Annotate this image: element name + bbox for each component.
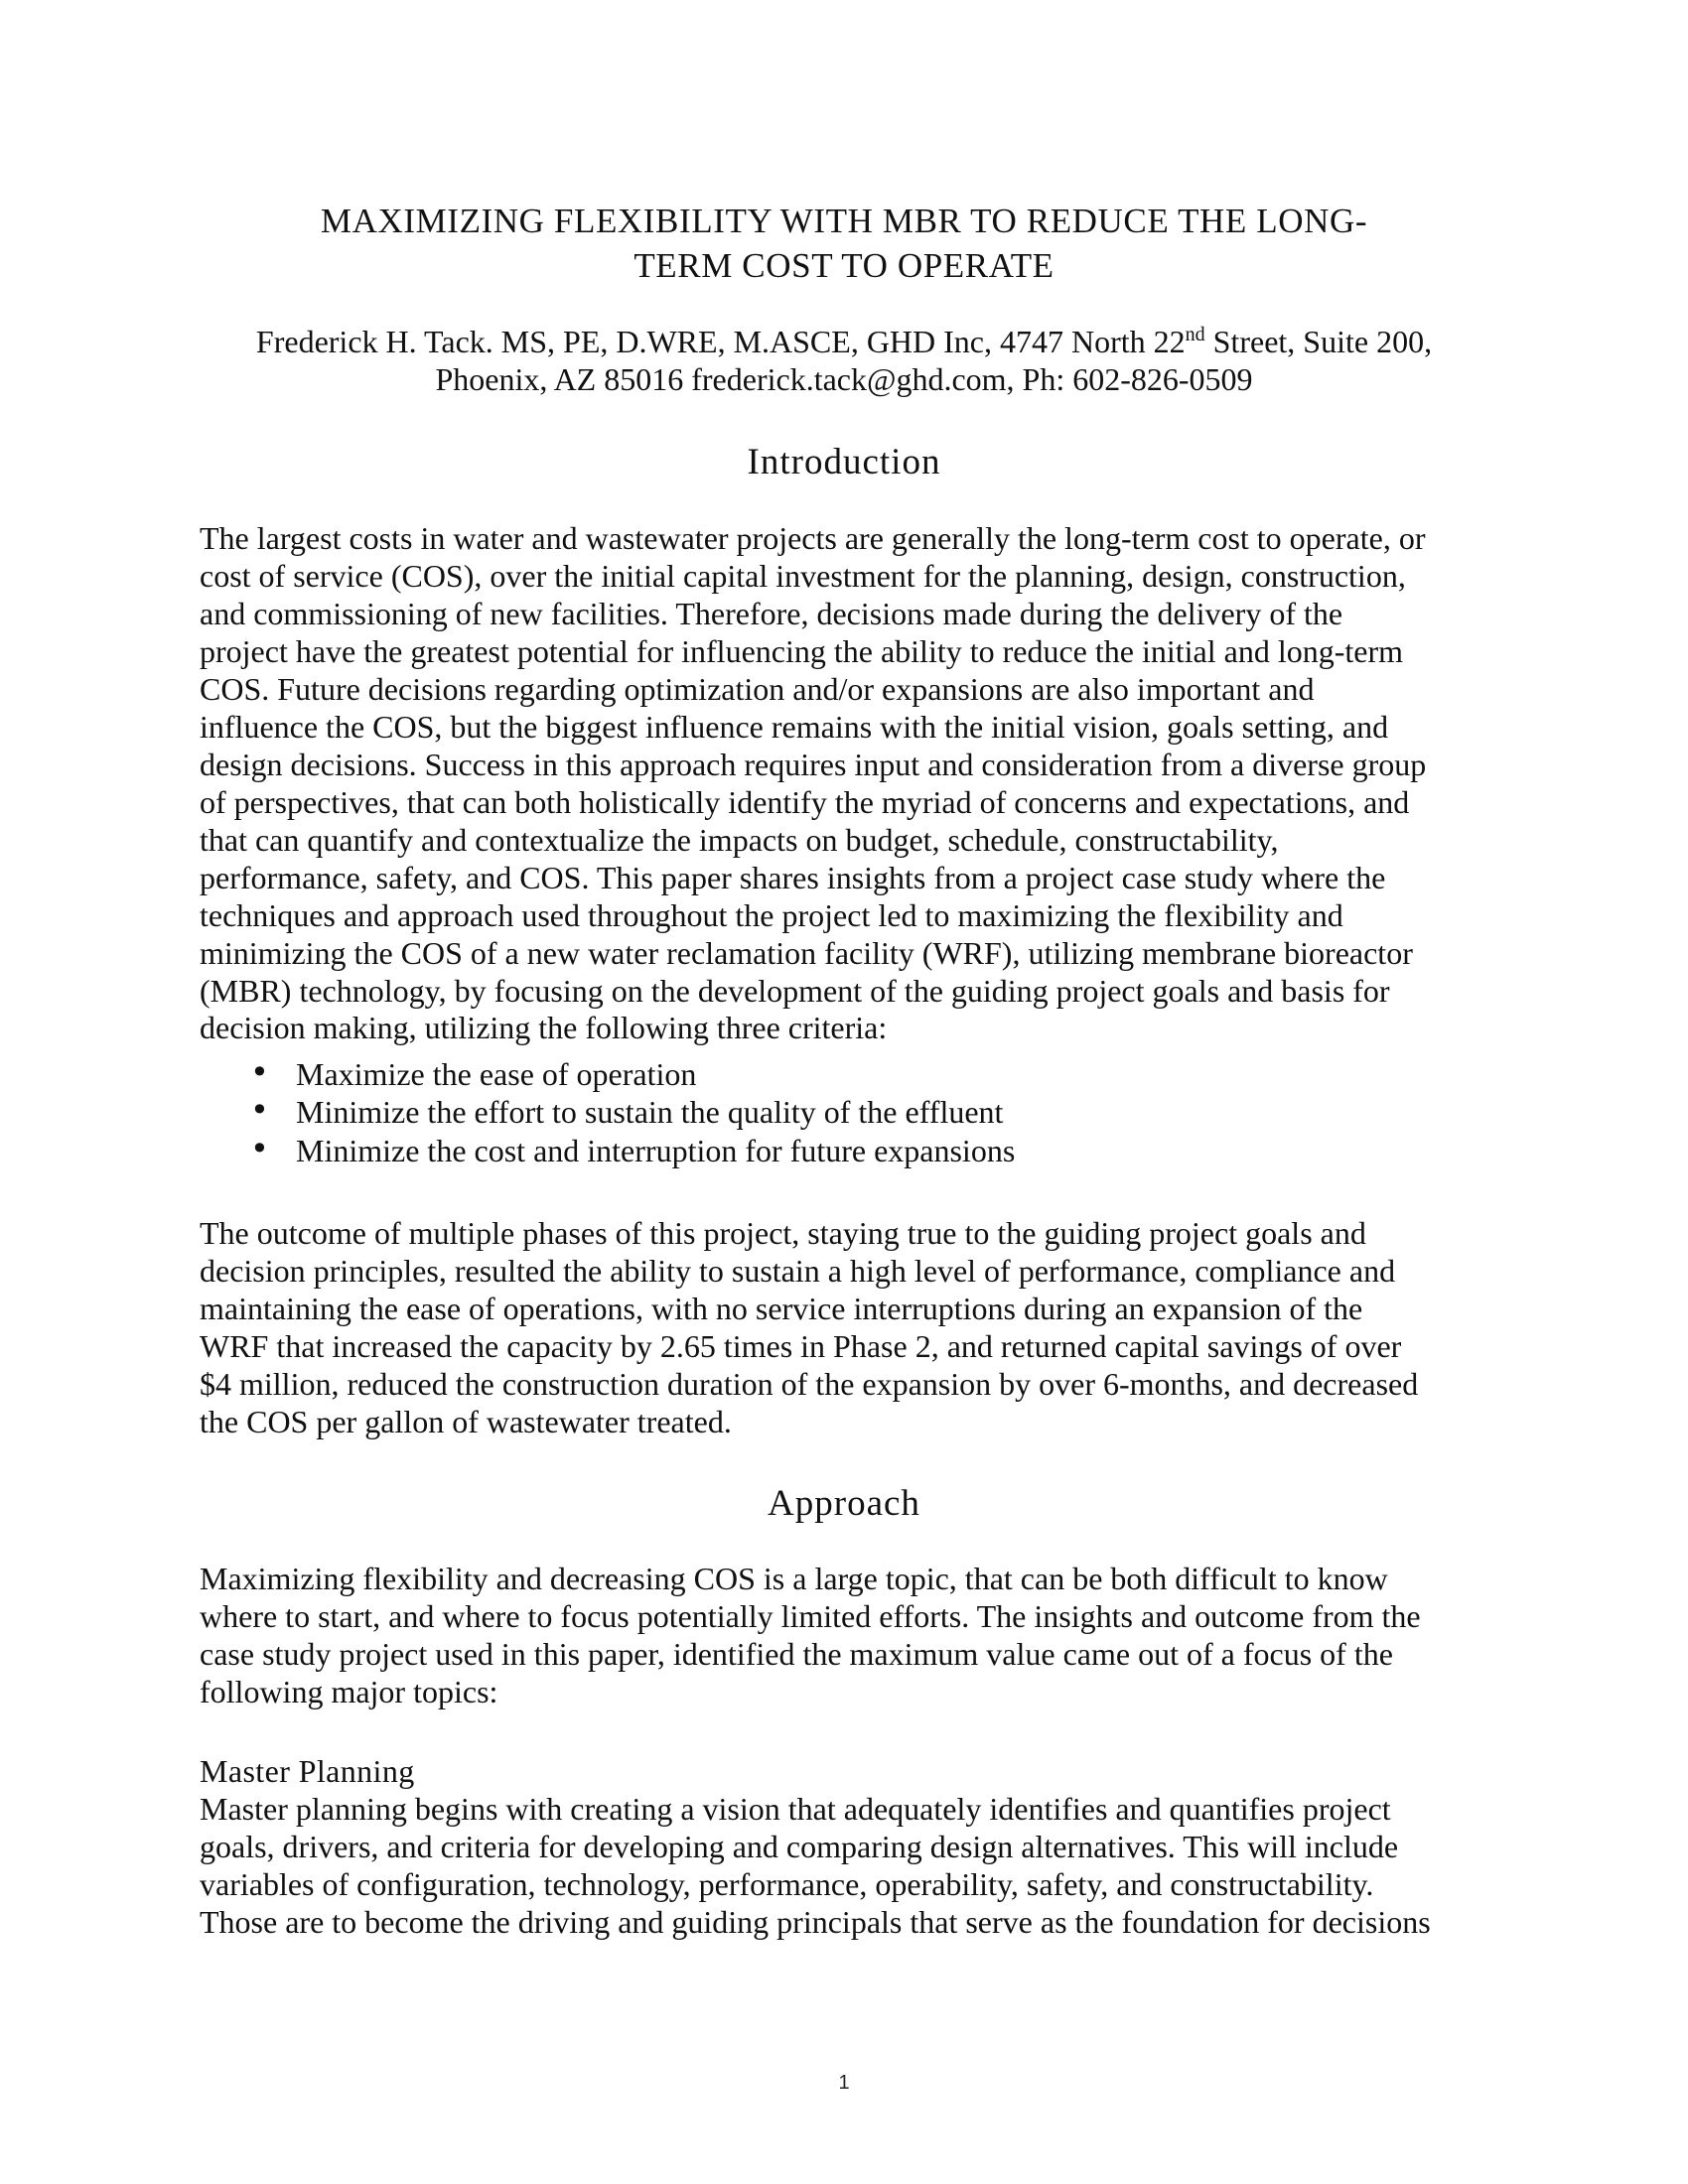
paper-title-line-1: MAXIMIZING FLEXIBILITY WITH MBR TO REDUCE THE LONG- — [320, 202, 1368, 240]
author-line-1 — [0, 323, 1688, 360]
text-line: minimizing the COS of a new water reclamation facility (WRF), utilizing membrane bioreactor — [200, 935, 1413, 971]
text-line: maintaining the ease of operations, with no service interruptions during an expansion of the — [200, 1291, 1363, 1326]
text-line: and commissioning of new facilities. Therefore, decisions made during the delivery of the — [200, 596, 1343, 631]
ordinal-superscript: nd — [1185, 324, 1205, 345]
text-line: that can quantify and contextualize the impacts on budget, schedule, constructability, — [200, 822, 1279, 858]
text-line: techniques and approach used throughout the project led to maximizing the flexibility and — [200, 897, 1343, 933]
section-heading-introduction: Introduction — [747, 442, 941, 482]
text-line: where to start, and where to focus potentially limited efforts. The insights and outcome from the — [200, 1598, 1421, 1634]
text-line: of perspectives, that can both holistically identify the myriad of concerns and expectations, and — [200, 784, 1410, 820]
text-line: Maximizing flexibility and decreasing COS is a large topic, that can be both difficult to know — [200, 1561, 1388, 1596]
text-line: WRF that increased the capacity by 2.65 times in Phase 2, and returned capital savings of over — [200, 1328, 1402, 1364]
text-line: (MBR) technology, by focusing on the development of the guiding project goals and basis for — [200, 973, 1390, 1009]
bullet-icon: • — [250, 1053, 269, 1091]
text-line: The outcome of multiple phases of this project, staying true to the guiding project goals and — [200, 1215, 1366, 1251]
paper-title-line-2: TERM COST TO OPERATE — [633, 246, 1055, 285]
author-name-affiliation: Frederick H. Tack. MS, PE, D.WRE, M.ASCE, GHD Inc, 4747 North 22 — [255, 324, 1186, 359]
bullet-icon: • — [250, 1091, 269, 1129]
text-line: case study project used in this paper, identified the maximum value came out of a focus of the — [200, 1636, 1393, 1672]
text-line: Those are to become the driving and guiding principals that serve as the foundation for decisions — [200, 1904, 1431, 1940]
author-line-2: Phoenix, AZ 85016 frederick.tack@ghd.com, Ph: 602-826-0509 — [435, 361, 1253, 397]
text-line: project have the greatest potential for influencing the ability to reduce the initial and long-term — [200, 633, 1404, 669]
subsection-heading-master-planning: Master Planning — [200, 1753, 415, 1789]
text-line: following major topics: — [200, 1674, 498, 1709]
page-number: 1 — [838, 2072, 850, 2094]
text-line: decision making, utilizing the following three criteria: — [200, 1010, 888, 1045]
author-address: Street, Suite 200, — [1204, 324, 1433, 359]
bullet-text: Minimize the cost and interruption for future expansions — [296, 1133, 1016, 1168]
text-line: COS. Future decisions regarding optimization and/or expansions are also important and — [200, 671, 1315, 707]
text-line: variables of configuration, technology, performance, operability, safety, and constructability. — [200, 1866, 1374, 1902]
text-line: $4 million, reduced the construction duration of the expansion by over 6-months, and decreased — [200, 1366, 1419, 1402]
text-line: the COS per gallon of wastewater treated. — [200, 1404, 732, 1439]
text-line: cost of service (COS), over the initial capital investment for the planning, design, construction, — [200, 558, 1406, 594]
text-line: Master planning begins with creating a vision that adequately identifies and quantifies project — [200, 1791, 1391, 1827]
bullet-icon: • — [250, 1130, 269, 1167]
section-heading-approach: Approach — [768, 1483, 920, 1524]
text-line: design decisions. Success in this approach requires input and consideration from a diverse group — [200, 747, 1427, 782]
text-line: influence the COS, but the biggest influence remains with the initial vision, goals setting, and — [200, 709, 1389, 745]
text-line: decision principles, resulted the ability to sustain a high level of performance, compliance and — [200, 1253, 1396, 1289]
bullet-text: Maximize the ease of operation — [296, 1056, 697, 1092]
text-line: The largest costs in water and wastewater projects are generally the long-term cost to operate, or — [200, 520, 1426, 556]
text-line: goals, drivers, and criteria for developing and comparing design alternatives. This will include — [200, 1829, 1399, 1864]
text-line: performance, safety, and COS. This paper shares insights from a project case study where the — [200, 860, 1386, 895]
bullet-text: Minimize the effort to sustain the quality of the effluent — [296, 1094, 1004, 1130]
